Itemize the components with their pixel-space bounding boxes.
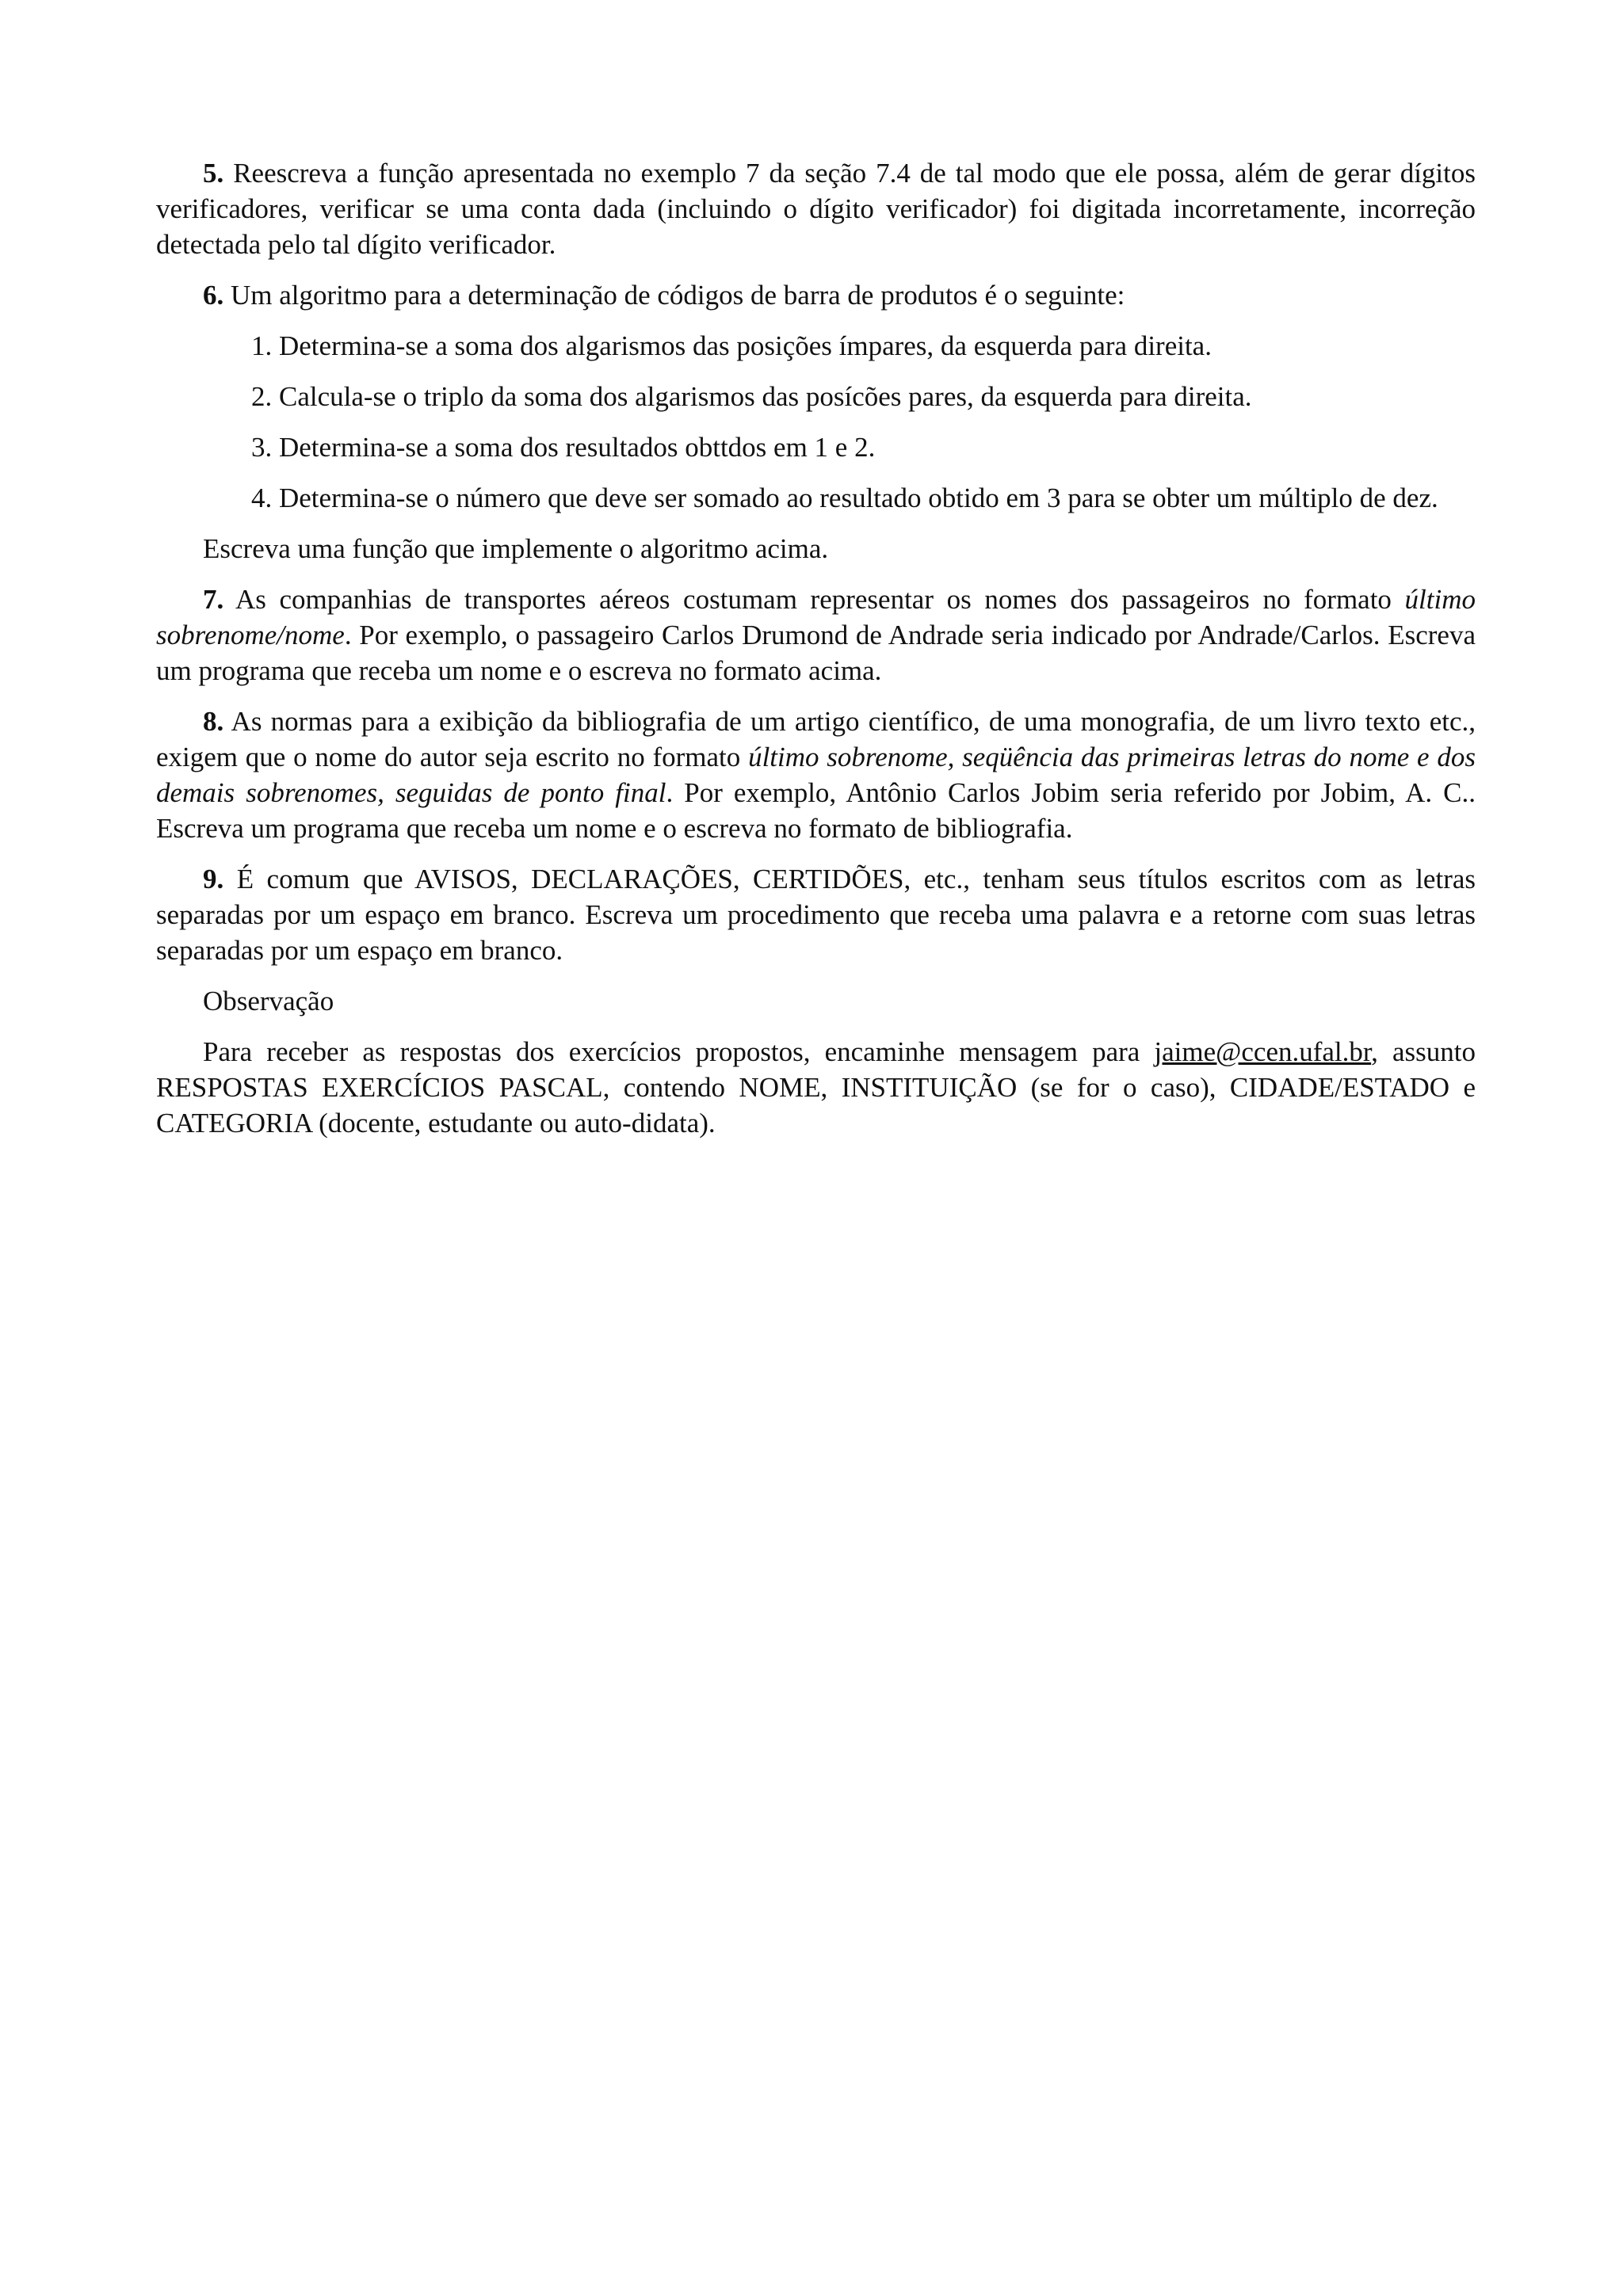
exercise-6-number: 6.: [203, 280, 224, 311]
exercise-7-text-after: . Por exemplo, o passageiro Carlos Drumond de Andrade seria indicado por Andrade/Carlos. Escreva um programa que receba um nome e o escreva no formato acima.: [156, 620, 1476, 686]
observacao-text-after: , assunto RESPOSTAS EXERCÍCIOS PASCAL, contendo NOME, INSTITUIÇÃO (se for o caso), CIDADE/ESTADO e CATEGORIA (docente, estudante ou auto-didata).: [156, 1036, 1476, 1138]
email-link[interactable]: jaime@ccen.ufal.br: [1154, 1036, 1372, 1067]
exercise-9-number: 9.: [203, 864, 224, 894]
exercise-6: [156, 277, 1476, 313]
exercise-9: [156, 861, 1476, 968]
exercise-5-text: Reescreva a função apresentada no exemplo 7 da seção 7.4 de tal modo que ele possa, além de gerar dígitos verificadores, verificar se uma conta dada (incluindo o dígito verificador) foi digitada incorretamente, incorreção detectada pelo tal dígito verificador.: [156, 158, 1476, 260]
exercise-6-step-3: 3. Determina-se a soma dos resultados obttdos em 1 e 2.: [251, 432, 876, 463]
observacao-text: [156, 1034, 1476, 1141]
exercise-7-format: último sobrenome/nome: [156, 584, 1476, 650]
exercise-6-step-4: 4. Determina-se o número que deve ser somado ao resultado obtido em 3 para se obter um múltiplo de dez.: [251, 482, 1438, 513]
exercise-6-text: Um algoritmo para a determinação de códigos de barra de produtos é o seguinte:: [231, 280, 1125, 311]
exercise-6-closing: Escreva uma função que implemente o algoritmo acima.: [203, 533, 829, 564]
document-body: [156, 155, 1476, 1156]
exercise-5-number: 5.: [203, 158, 224, 189]
observacao-heading: Observação: [203, 986, 334, 1016]
exercise-8-text-before: As normas para a exibição da bibliografia de um artigo científico, de uma monografia, de um livro texto etc., exigem que o nome do autor seja escrito no formato: [156, 706, 1476, 772]
exercise-7-text-before: As companhias de transportes aéreos costumam representar os nomes dos passageiros no formato: [235, 584, 1405, 615]
observacao-text-before: Para receber as respostas dos exercícios propostos, encaminhe mensagem para: [203, 1036, 1155, 1067]
exercise-5: [156, 155, 1476, 262]
exercise-9-text: É comum que AVISOS, DECLARAÇÕES, CERTIDÕES, etc., tenham seus títulos escritos com as letras separadas por um espaço em branco. Escreva um procedimento que receba uma palavra e a retorne com suas letras separadas por um espaço em branco.: [156, 864, 1476, 966]
exercise-8-format: último sobrenome, seqüência das primeiras letras do nome e dos demais sobrenomes, seguidas de ponto final: [156, 742, 1476, 808]
exercise-8-text-after: . Por exemplo, Antônio Carlos Jobim seria referido por Jobim, A. C.. Escreva um programa que receba um nome e o escreva no formato de bibliografia.: [156, 777, 1476, 844]
exercise-8-number: 8.: [203, 706, 224, 737]
exercise-6-step-2: 2. Calcula-se o triplo da soma dos algarismos das posícões pares, da esquerda para direita.: [251, 381, 1252, 412]
exercise-7: [156, 582, 1476, 688]
exercise-6-step-1: 1. Determina-se a soma dos algarismos das posições ímpares, da esquerda para direita.: [251, 330, 1212, 361]
exercise-8: [156, 704, 1476, 846]
exercise-7-number: 7.: [203, 584, 224, 615]
